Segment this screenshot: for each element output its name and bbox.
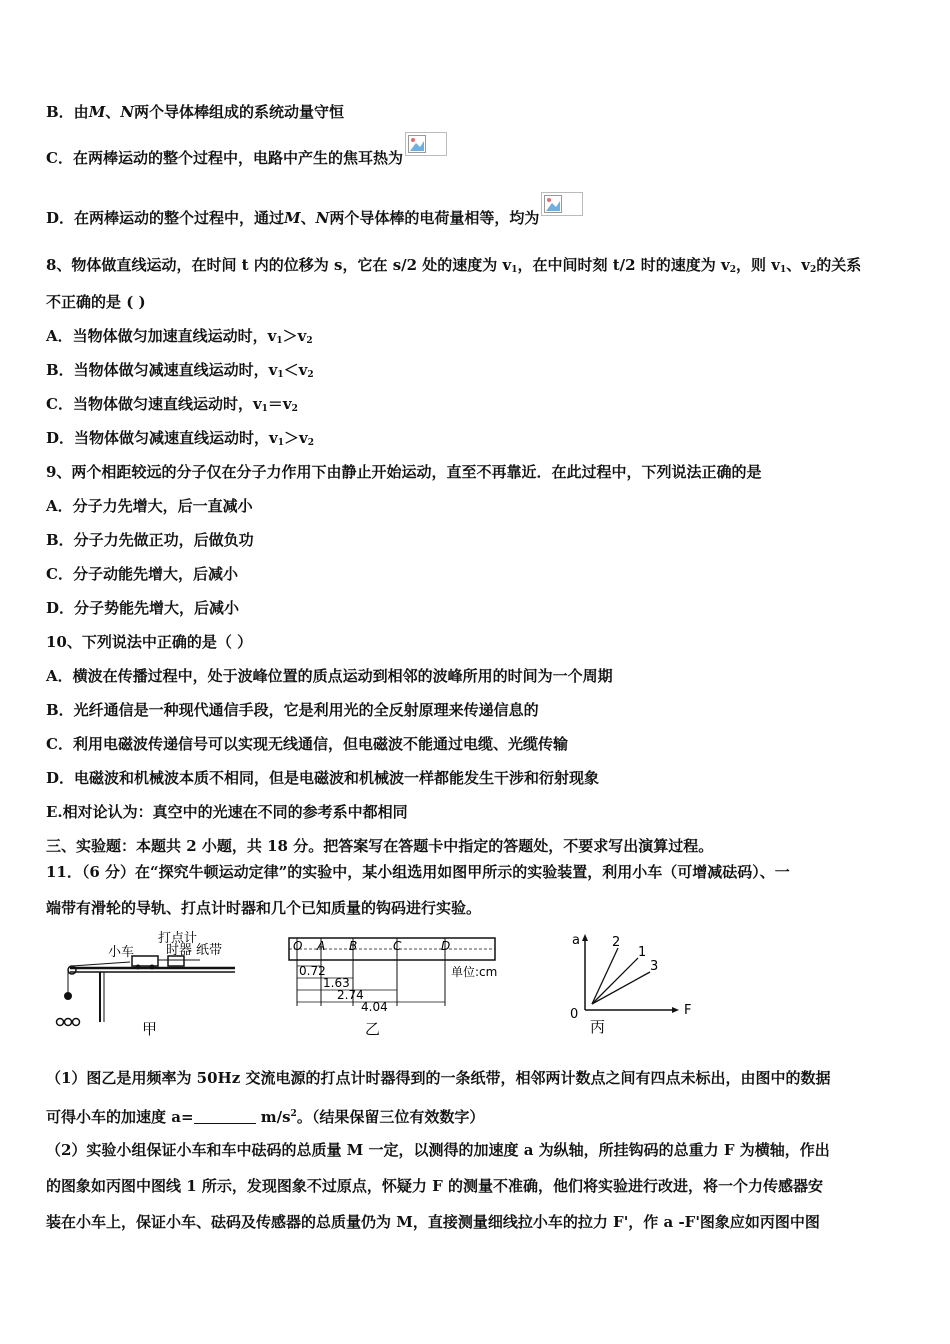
q8-stem-c: ，则 v: [736, 256, 780, 274]
q7-option-c: [46, 148, 447, 168]
distance-2-74: 2.74: [337, 988, 364, 1002]
tape-point-label: B: [349, 939, 358, 953]
sub-2: 2: [307, 438, 314, 448]
origin-label: 0: [570, 1007, 579, 1022]
q8-option-b: [46, 360, 314, 385]
sub-1: 1: [277, 438, 284, 448]
section-3-heading: 三、实验题：本题共 2 小题，共 18 分。把答案写在答题卡中指定的答题处，不要求写出演算过程。: [46, 837, 714, 855]
caption-yi: 乙: [365, 1020, 381, 1038]
relation: ＞v: [284, 429, 308, 447]
symbol-m: M: [88, 103, 106, 121]
q10-option-b: B．光纤通信是一种现代通信手段，它是利用光的全反射原理来传递信息的: [46, 701, 539, 719]
q7-option-d-rest: 两个导体棒的电荷量相等，均为: [329, 209, 540, 227]
q10-option-d: D．电磁波和机械波本质不相同，但是电磁波和机械波一样都能发生干涉和衍射现象: [46, 769, 600, 787]
tape-point-label: C: [393, 939, 402, 953]
q11-stem-1: 11．（6 分）在“探究牛顿运动定律”的实验中，某小组选用如图甲所示的实验装置，利用小车（可增减砝码）、一: [46, 863, 790, 881]
q8-option-d: [46, 428, 314, 453]
q11-part-1-a: （1）图乙是用频率为 50Hz 交流电源的打点计时器得到的一条纸带，相邻两计数点之间有四点未标出，由图中的数据: [46, 1069, 831, 1087]
q10-option-a: A．横波在传播过程中，处于波峰位置的质点运动到相邻的波峰所用的时间为一个周期: [46, 667, 613, 685]
hook-weight-icon: [64, 992, 72, 1000]
sub-1: 1: [511, 265, 518, 275]
answer-blank[interactable]: [194, 1109, 256, 1124]
distance-4-04: 4.04: [361, 1000, 388, 1014]
y-axis-arrow-icon: [582, 934, 588, 941]
q8-stem-a: 8、物体做直线运动，在时间 t 内的位移为 s，它在 s/2 处的速度为 v: [46, 256, 512, 274]
cart-wheel: [136, 965, 141, 970]
cart-body: [132, 956, 158, 966]
q11-part-2-c: 装在小车上，保证小车、砝码及传感器的总质量仍为 M，直接测量细线拉小车的拉力 F'，作 a -F'图象应如丙图中图: [46, 1213, 820, 1231]
formula-image-icon: [405, 132, 447, 156]
sub-1: 1: [261, 404, 268, 414]
tape-point-label: D: [441, 939, 451, 953]
q7-option-b-text: B．由: [46, 103, 89, 121]
sub-1: 1: [779, 265, 787, 275]
weight-icon: [73, 1019, 80, 1026]
q8-stem-2: 不正确的是 ( ): [46, 293, 146, 311]
q7-option-d-text: D．在两棒运动的整个过程中，通过: [46, 209, 285, 227]
q11-part-1-b: [46, 1104, 484, 1127]
q10-option-e: E.相对论认为：真空中的光速在不同的参考系中都相同: [46, 803, 408, 821]
q7-option-c-text: C．在两棒运动的整个过程中，电路中产生的焦耳热为: [46, 149, 403, 167]
q7-option-b: [46, 102, 344, 122]
q10-stem: 10、下列说法中正确的是（ ）: [46, 633, 253, 651]
weight-icon: [65, 1019, 72, 1026]
unit-label: 单位:cm: [451, 965, 498, 979]
y-axis-label: a: [572, 933, 580, 948]
q8-stem-b: ，在中间时刻 t/2 时的速度为 v: [517, 256, 730, 274]
weight-icon: [57, 1019, 64, 1026]
separator: 、: [300, 209, 316, 227]
x-axis-label: F: [684, 1003, 692, 1018]
sub-2: 2: [729, 265, 736, 275]
label-timer-1: 打点计: [158, 931, 198, 946]
caption-jia: 甲: [142, 1020, 158, 1038]
distance-1-63: 1.63: [323, 976, 350, 990]
sub-2: 2: [307, 370, 314, 380]
line-label-3: 3: [650, 959, 659, 974]
separator: 、: [105, 103, 121, 121]
caption-bing: 丙: [590, 1018, 606, 1036]
q10-option-c: C．利用电磁波传递信号可以实现无线通信，但电磁波不能通过电缆、光缆传输: [46, 735, 568, 753]
relation: ＝v: [267, 395, 292, 413]
line-label-2: 2: [612, 935, 621, 950]
symbol-n: N: [315, 209, 330, 227]
tape-point-label: O: [293, 939, 303, 953]
q9-option-d: D．分子势能先增大，后减小: [46, 599, 240, 617]
q8-option-c-text: C．当物体做匀速直线运动时，v: [46, 395, 262, 413]
symbol-n: N: [120, 103, 135, 121]
symbol-m: M: [284, 209, 301, 227]
distance-0-72: 0.72: [299, 964, 326, 978]
relation: ＞v: [282, 327, 307, 345]
x-axis-arrow-icon: [672, 1007, 679, 1013]
sub-1: 1: [277, 370, 284, 380]
graph-line-1: [592, 958, 638, 1004]
q11-part-2-a: （2）实验小组保证小车和车中砝码的总质量 M 一定，以测得的加速度 a 为纵轴，所挂钩码的总重力 F 为横轴，作出: [46, 1141, 830, 1159]
q8-option-b-text: B．当物体做匀减速直线运动时，v: [46, 361, 278, 379]
unit-exponent: 2: [290, 1109, 297, 1119]
graph-line-3: [592, 972, 650, 1004]
string-line-top: [72, 962, 130, 966]
q11-part-2-b: 的图象如丙图中图线 1 所示，发现图象不过原点，怀疑力 F 的测量不准确，他们将实验进行改进，将一个力传感器安: [46, 1177, 823, 1195]
sub-2: 2: [809, 265, 817, 275]
label-cart: 小车: [108, 945, 135, 960]
cart-wheel: [150, 965, 155, 970]
q9-stem: 9、两个相距较远的分子仅在分子力作用下由静止开始运动，直至不再靠近．在此过程中，下列说法正确的是: [46, 463, 762, 481]
tape-point-label: A: [317, 939, 326, 953]
q9-option-a: A．分子力先增大，后一直减小: [46, 497, 253, 515]
sub-2: 2: [306, 336, 313, 346]
q8-option-a: [46, 326, 313, 351]
q9-option-b: B．分子力先做正功，后做负功: [46, 531, 254, 549]
sub-2: 2: [291, 404, 298, 414]
q8-option-d-text: D．当物体做匀减速直线运动时，v: [46, 429, 278, 447]
q7-option-d: [46, 208, 583, 228]
figure-bing-graph: [560, 930, 700, 1040]
q8-option-c: [46, 394, 298, 419]
q11-part-1-b-post: 。（结果保留三位有效数字）: [296, 1108, 485, 1126]
q8-option-a-text: A．当物体做匀加速直线运动时，v: [46, 327, 277, 345]
q8-stem-e: 的关系: [816, 256, 862, 274]
label-timer-2: 时器: [166, 943, 193, 958]
label-tape: 纸带: [196, 943, 223, 958]
q8-stem-d: 、v: [786, 256, 810, 274]
unit: m/s: [255, 1108, 291, 1126]
relation: ＜v: [283, 361, 308, 379]
formula-image-icon: [541, 192, 583, 216]
figure-yi-tape: [285, 930, 525, 1040]
q11-part-1-b-pre: 可得小车的加速度 a=: [46, 1108, 194, 1126]
q11-stem-2: 端带有滑轮的导轨、打点计时器和几个已知质量的钩码进行实验。: [46, 899, 482, 917]
figure-jia-apparatus: [50, 930, 250, 1040]
q9-option-c: C．分子动能先增大，后减小: [46, 565, 238, 583]
q7-option-b-rest: 两个导体棒组成的系统动量守恒: [134, 103, 345, 121]
sub-1: 1: [276, 336, 283, 346]
line-label-1: 1: [638, 945, 647, 960]
graph-line-2: [592, 948, 618, 1004]
q8-stem: [46, 255, 861, 280]
